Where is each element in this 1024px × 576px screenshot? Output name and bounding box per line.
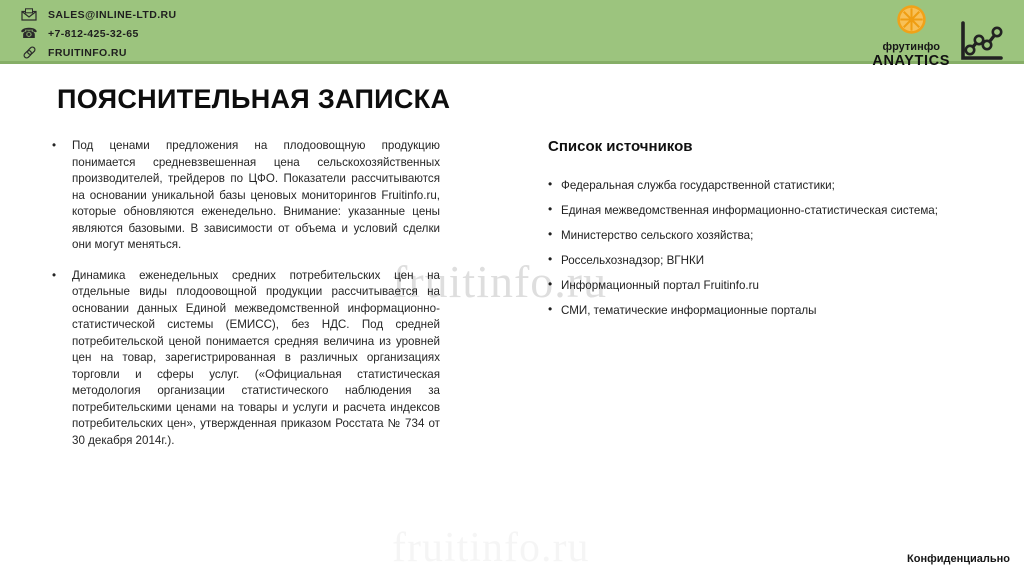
contact-email-label: SALES@INLINE-LTD.RU bbox=[48, 8, 177, 21]
contact-block bbox=[18, 5, 176, 62]
chart-icon bbox=[956, 20, 1004, 69]
watermark-center: fruitinfo.ru bbox=[392, 256, 608, 307]
contact-website[interactable] bbox=[18, 43, 176, 62]
contact-email[interactable] bbox=[18, 5, 176, 24]
source-item-3: • Министерство сельского хозяйства; bbox=[548, 229, 1000, 242]
note-paragraph-2: • Динамика еженедельных средних потребительских цен на отдельные виды плодоовощной продукции рассчитывается на основании данных Единой межведомственной информационно-статистической системы (ЕМИСС), без НДС. Под средней потребительской ценой понимается средняя величина из уровней цен на товар, зарегистрированная в различных организациях торговли и сферы услуг. («Официальная статистическая методология организации статистического наблюдения за потребительскими ценами на товары и услуги и расчета индексов потребительских цен», утвержденная приказом Росстата № 734 от 30 декабря 2014г.). bbox=[48, 268, 440, 450]
source-item-2: • Единая межведомственная информационно-статистическая система; bbox=[548, 204, 1000, 217]
contact-phone[interactable] bbox=[18, 24, 176, 43]
brand-logo-text-block bbox=[872, 4, 950, 69]
confidential-label: Конфиденциально bbox=[907, 553, 1010, 565]
link-icon bbox=[18, 45, 40, 60]
source-item-5: • Информационный портал Fruitinfo.ru bbox=[548, 279, 1000, 292]
header-bar bbox=[0, 0, 1024, 69]
page-title: ПОЯСНИТЕЛЬНАЯ ЗАПИСКА bbox=[57, 84, 451, 114]
contact-phone-label: +7-812-425-32-65 bbox=[48, 27, 139, 40]
source-item-4: • Россельхознадзор; ВГНКИ bbox=[548, 254, 1000, 267]
watermark-bottom bbox=[392, 524, 589, 572]
notes-list bbox=[48, 138, 440, 463]
sources-heading: Список источников bbox=[548, 138, 693, 155]
note-paragraph-1: • Под ценами предложения на плодоовощную продукцию понимается средневзвешенная цена сельскохозяйственных производителей, трейдеров по ЦФО. Показатели рассчитываются на основании уникальной базы ценовых мониторингов Fruitinfo.ru, которые обновляются еженедельно. Внимание: указанные цены являются базовыми. В зависимости от объема и условий сделки они могут меняться. bbox=[48, 138, 440, 254]
contact-website-label: FRUITINFO.RU bbox=[48, 46, 127, 59]
brand-logo bbox=[872, 4, 1004, 69]
orange-slice-icon bbox=[896, 4, 927, 40]
brand-name: фрутинфо bbox=[882, 41, 940, 53]
product-name: ANAYTICS bbox=[872, 53, 950, 69]
source-item-1: • Федеральная служба государственной статистики; bbox=[548, 179, 1000, 192]
sources-section bbox=[548, 138, 1000, 329]
phone-icon: ☎ bbox=[20, 25, 38, 41]
source-item-6: • СМИ, тематические информационные порталы bbox=[548, 304, 1000, 317]
email-icon bbox=[18, 8, 40, 21]
